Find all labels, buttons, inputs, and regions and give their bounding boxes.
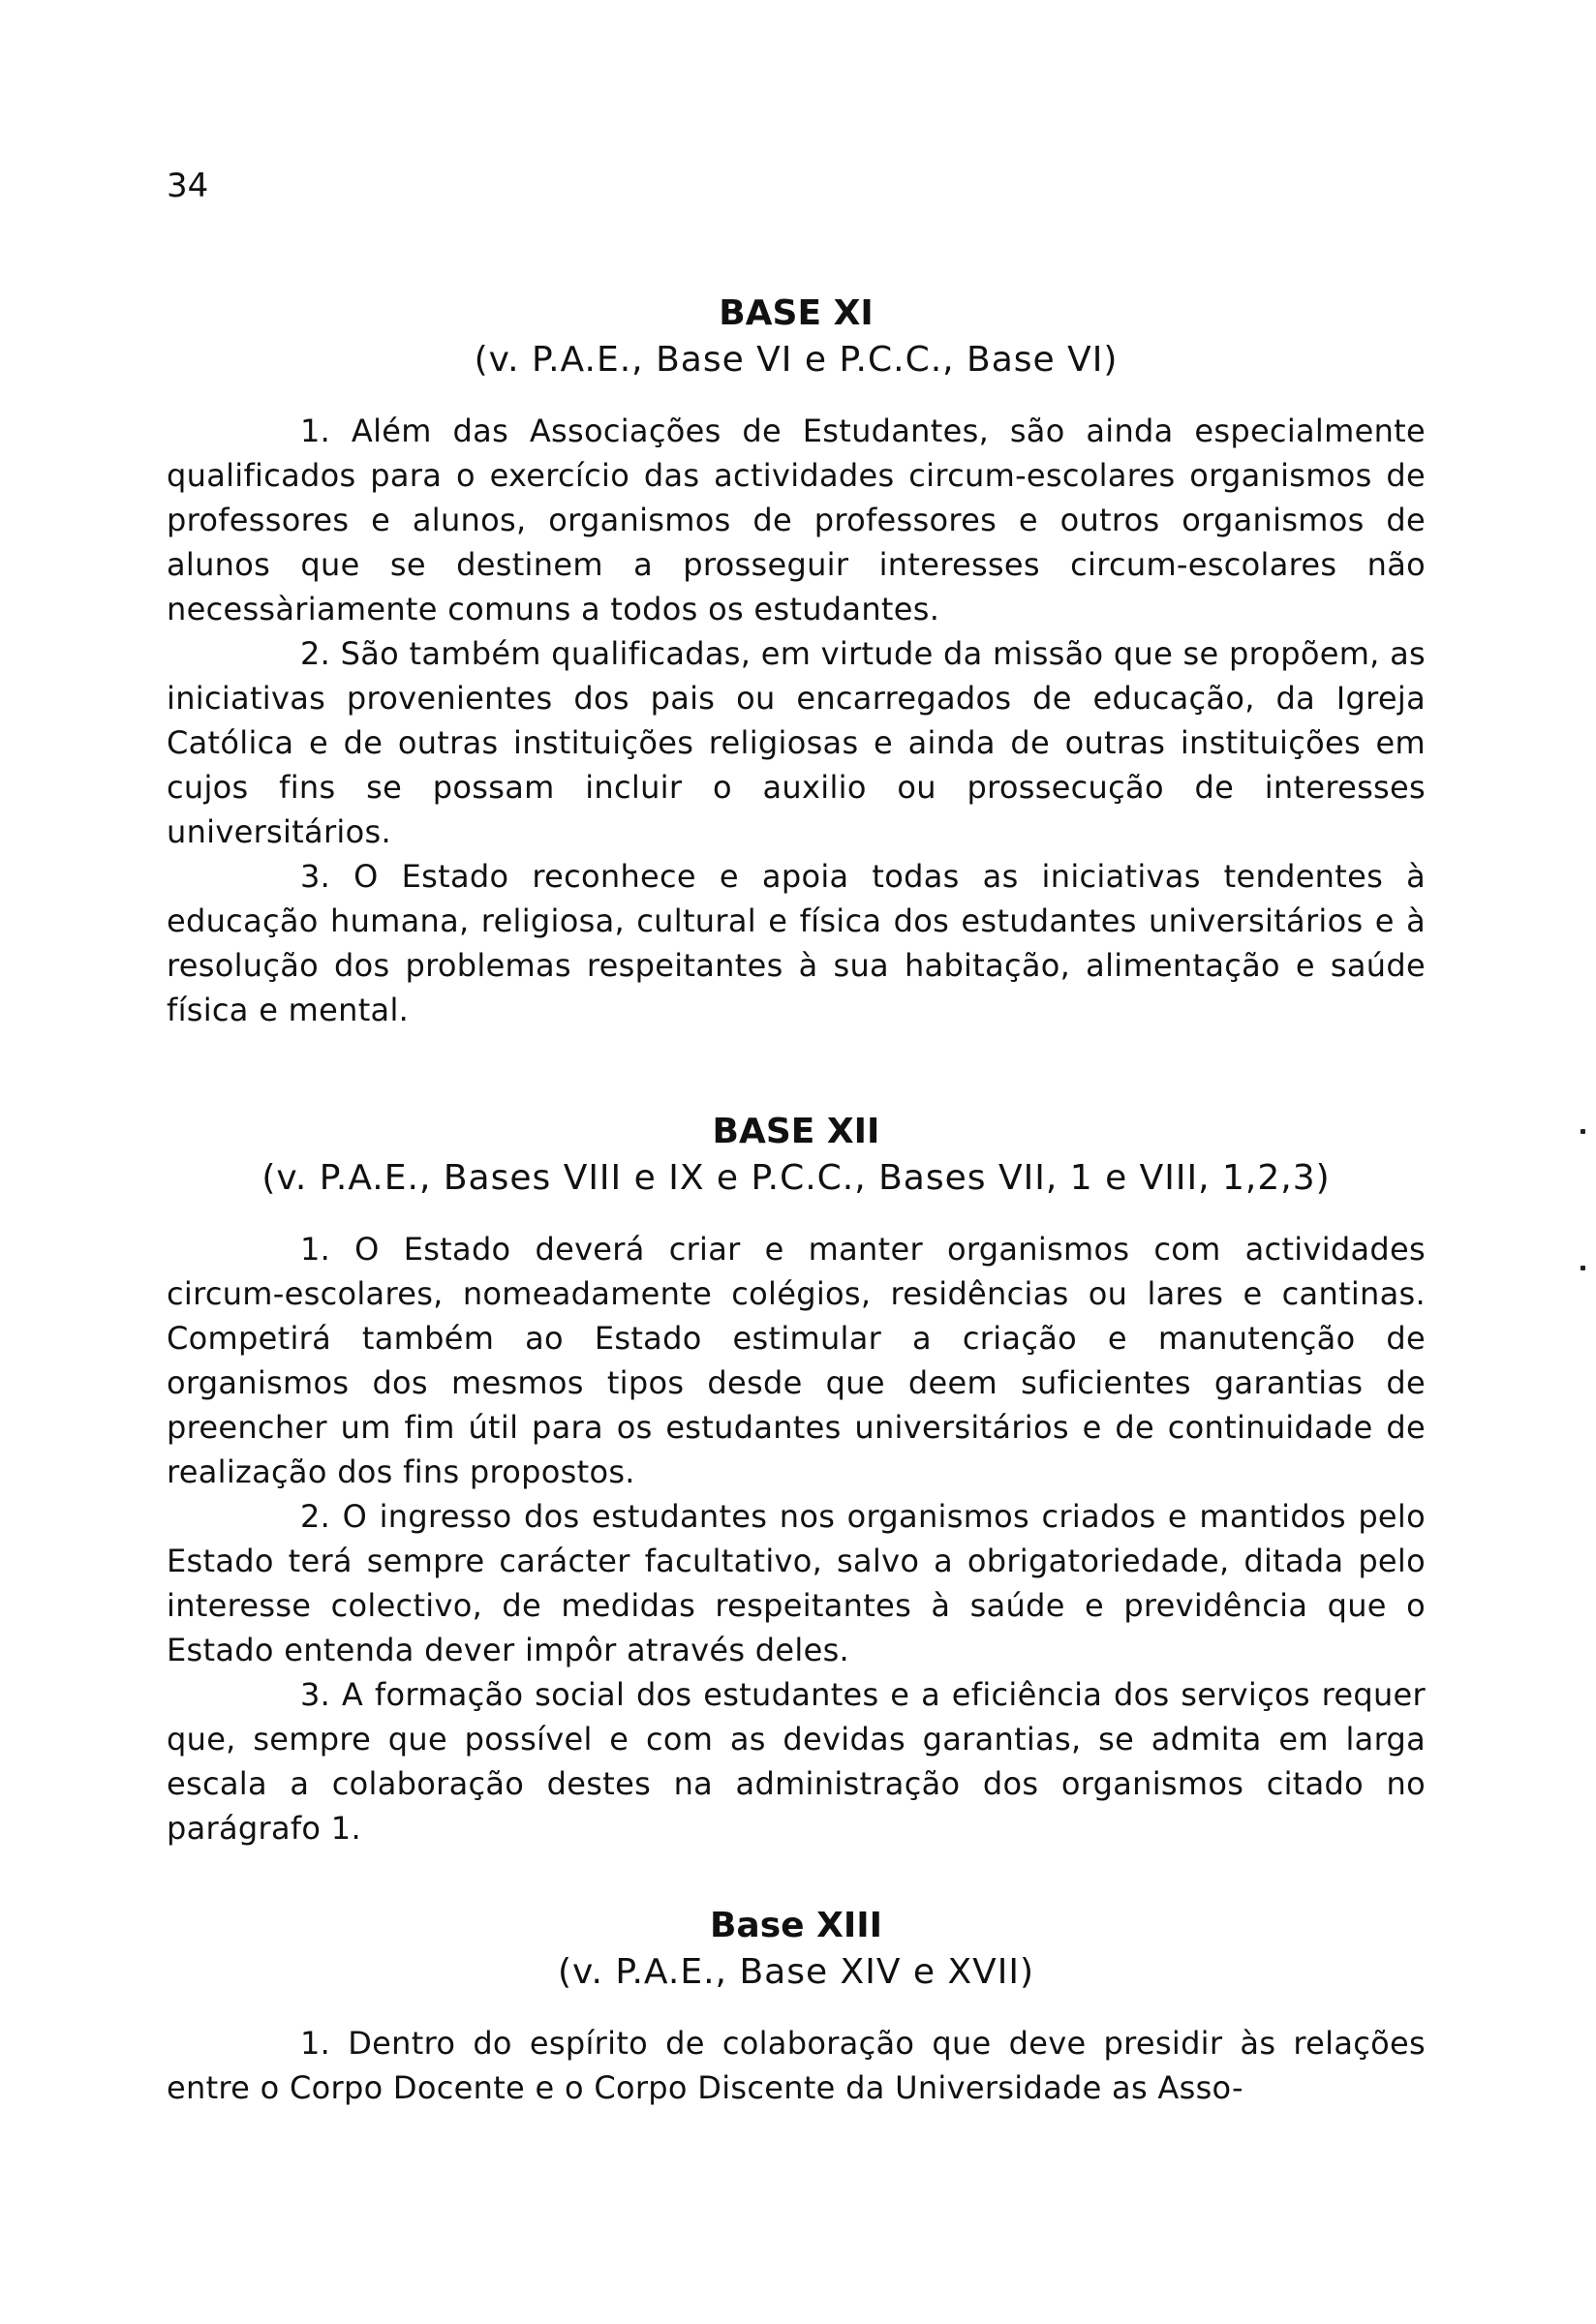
section-reference: (v. P.A.E., Base XIV e XVII): [557, 1952, 1035, 1992]
paragraph: 2. O ingresso dos estudantes nos organismos criados e mantidos pelo Estado terá sempre carácter facultativo, salvo a obrigatoriedade, ditada pelo interesse colectivo, de medidas respeitantes à saúde e previdência que o Estado entenda dever impôr através deles.: [167, 1498, 1426, 1668]
paragraph: 3. A formação social dos estudantes e a eficiência dos serviços requer que, sempre que possível e com as devidas garantias, se admita em larga escala a colaboração destes na administração dos organismos citado no parágrafo 1.: [167, 1676, 1426, 1847]
section-base-xii: [167, 1109, 1426, 1850]
paragraph: 1. O Estado deverá criar e manter organismos com actividades circum-escolares, nomeadamente colégios, residências ou lares e cantinas. Competirá também ao Estado estimular a criação e manutenção de organismos dos mesmos tipos desde que deem suficientes garantias de preencher um fim útil para os estudantes universitários e de continuidade de realização dos fins propostos.: [167, 1231, 1426, 1490]
paragraph: 1. Dentro do espírito de colaboração que deve presidir às relações entre o Corpo Docente e o Corpo Discente da Universidade as Asso-: [167, 2025, 1426, 2106]
section-base-xiii: [167, 1903, 1426, 2110]
section-title: BASE XII: [712, 1112, 880, 1151]
scan-speck: [1581, 1129, 1585, 1134]
paragraph: 2. São também qualificadas, em virtude da missão que se propõem, as iniciativas provenientes dos pais ou encarregados de educação, da Igreja Católica e de outras instituições religiosas e ainda de outras instituições em cujos fins se possam incluir o auxilio ou prossecução de interesses universitários.: [167, 635, 1427, 850]
scan-speck: [1581, 1266, 1585, 1270]
section-reference: (v. P.A.E., Bases VIII e IX e P.C.C., Bases VII, 1 e VIII, 1,2,3): [261, 1158, 1331, 1198]
paragraph: 1. Além das Associações de Estudantes, são ainda especialmente qualificados para o exercício das actividades circum-escolares organismos de professores e alunos, organismos de professores e outros organismos de alunos que se destinem a prosseguir interesses circum-escolares não necessàriamente comuns a todos os estudantes.: [167, 413, 1426, 627]
section-base-xi: [167, 290, 1426, 1032]
section-reference: (v. P.A.E., Base VI e P.C.C., Base VI): [474, 340, 1119, 380]
page-number: 34: [167, 167, 209, 205]
section-title: Base XIII: [709, 1906, 883, 1945]
section-title: BASE XI: [719, 293, 874, 333]
paragraph: 3. O Estado reconhece e apoia todas as iniciativas tendentes à educação humana, religiosa, cultural e física dos estudantes universitários e à resolução dos problemas respeitantes à sua habitação, alimentação e saúde física e mental.: [167, 858, 1426, 1028]
